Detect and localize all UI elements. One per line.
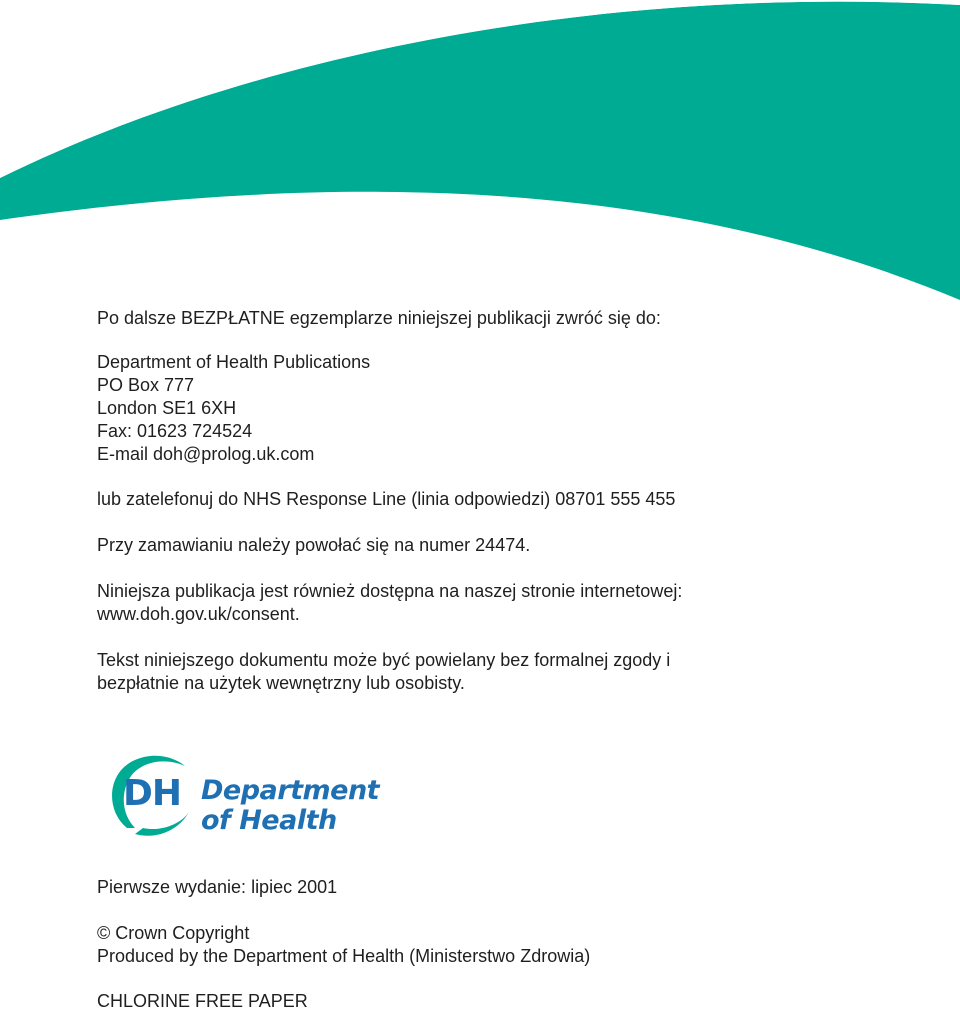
website-line: Niniejsza publikacja jest również dostępna na naszej stronie internetowej: <box>97 581 683 601</box>
logo-line-of-health: of Health <box>201 805 337 836</box>
crown-copyright: © Crown Copyright <box>97 923 250 943</box>
copy-permission-line-2: bezpłatnie na użytek wewnętrzny lub osobisty. <box>97 673 465 693</box>
department-of-health-logo <box>105 750 380 840</box>
order-reference: Przy zamawianiu należy powołać się na numer 24474. <box>97 535 531 555</box>
address-email: E-mail doh@prolog.uk.com <box>97 444 315 464</box>
copy-permission-line-1: Tekst niniejszego dokumentu może być powielany bez formalnej zgody i <box>97 650 671 670</box>
address-po-box: PO Box 777 <box>97 375 195 395</box>
first-edition: Pierwsze wydanie: lipiec 2001 <box>97 877 338 897</box>
logo-line-department: Department <box>201 775 380 806</box>
address-fax: Fax: 01623 724524 <box>97 421 253 441</box>
phone-line: lub zatelefonuj do NHS Response Line (linia odpowiedzi) 08701 555 455 <box>97 489 676 509</box>
chlorine-free-paper: CHLORINE FREE PAPER <box>97 991 308 1011</box>
website-url: www.doh.gov.uk/consent. <box>97 604 300 624</box>
address-org: Department of Health Publications <box>97 352 371 372</box>
address-city: London SE1 6XH <box>97 398 237 418</box>
logo-dh-letters: DH <box>123 773 182 814</box>
produced-by: Produced by the Department of Health (Ministerstwo Zdrowia) <box>97 946 591 966</box>
header-swoosh-graphic <box>0 0 960 300</box>
free-copies-intro: Po dalsze BEZPŁATNE egzemplarze niniejszej publikacji zwróć się do: <box>97 308 661 328</box>
